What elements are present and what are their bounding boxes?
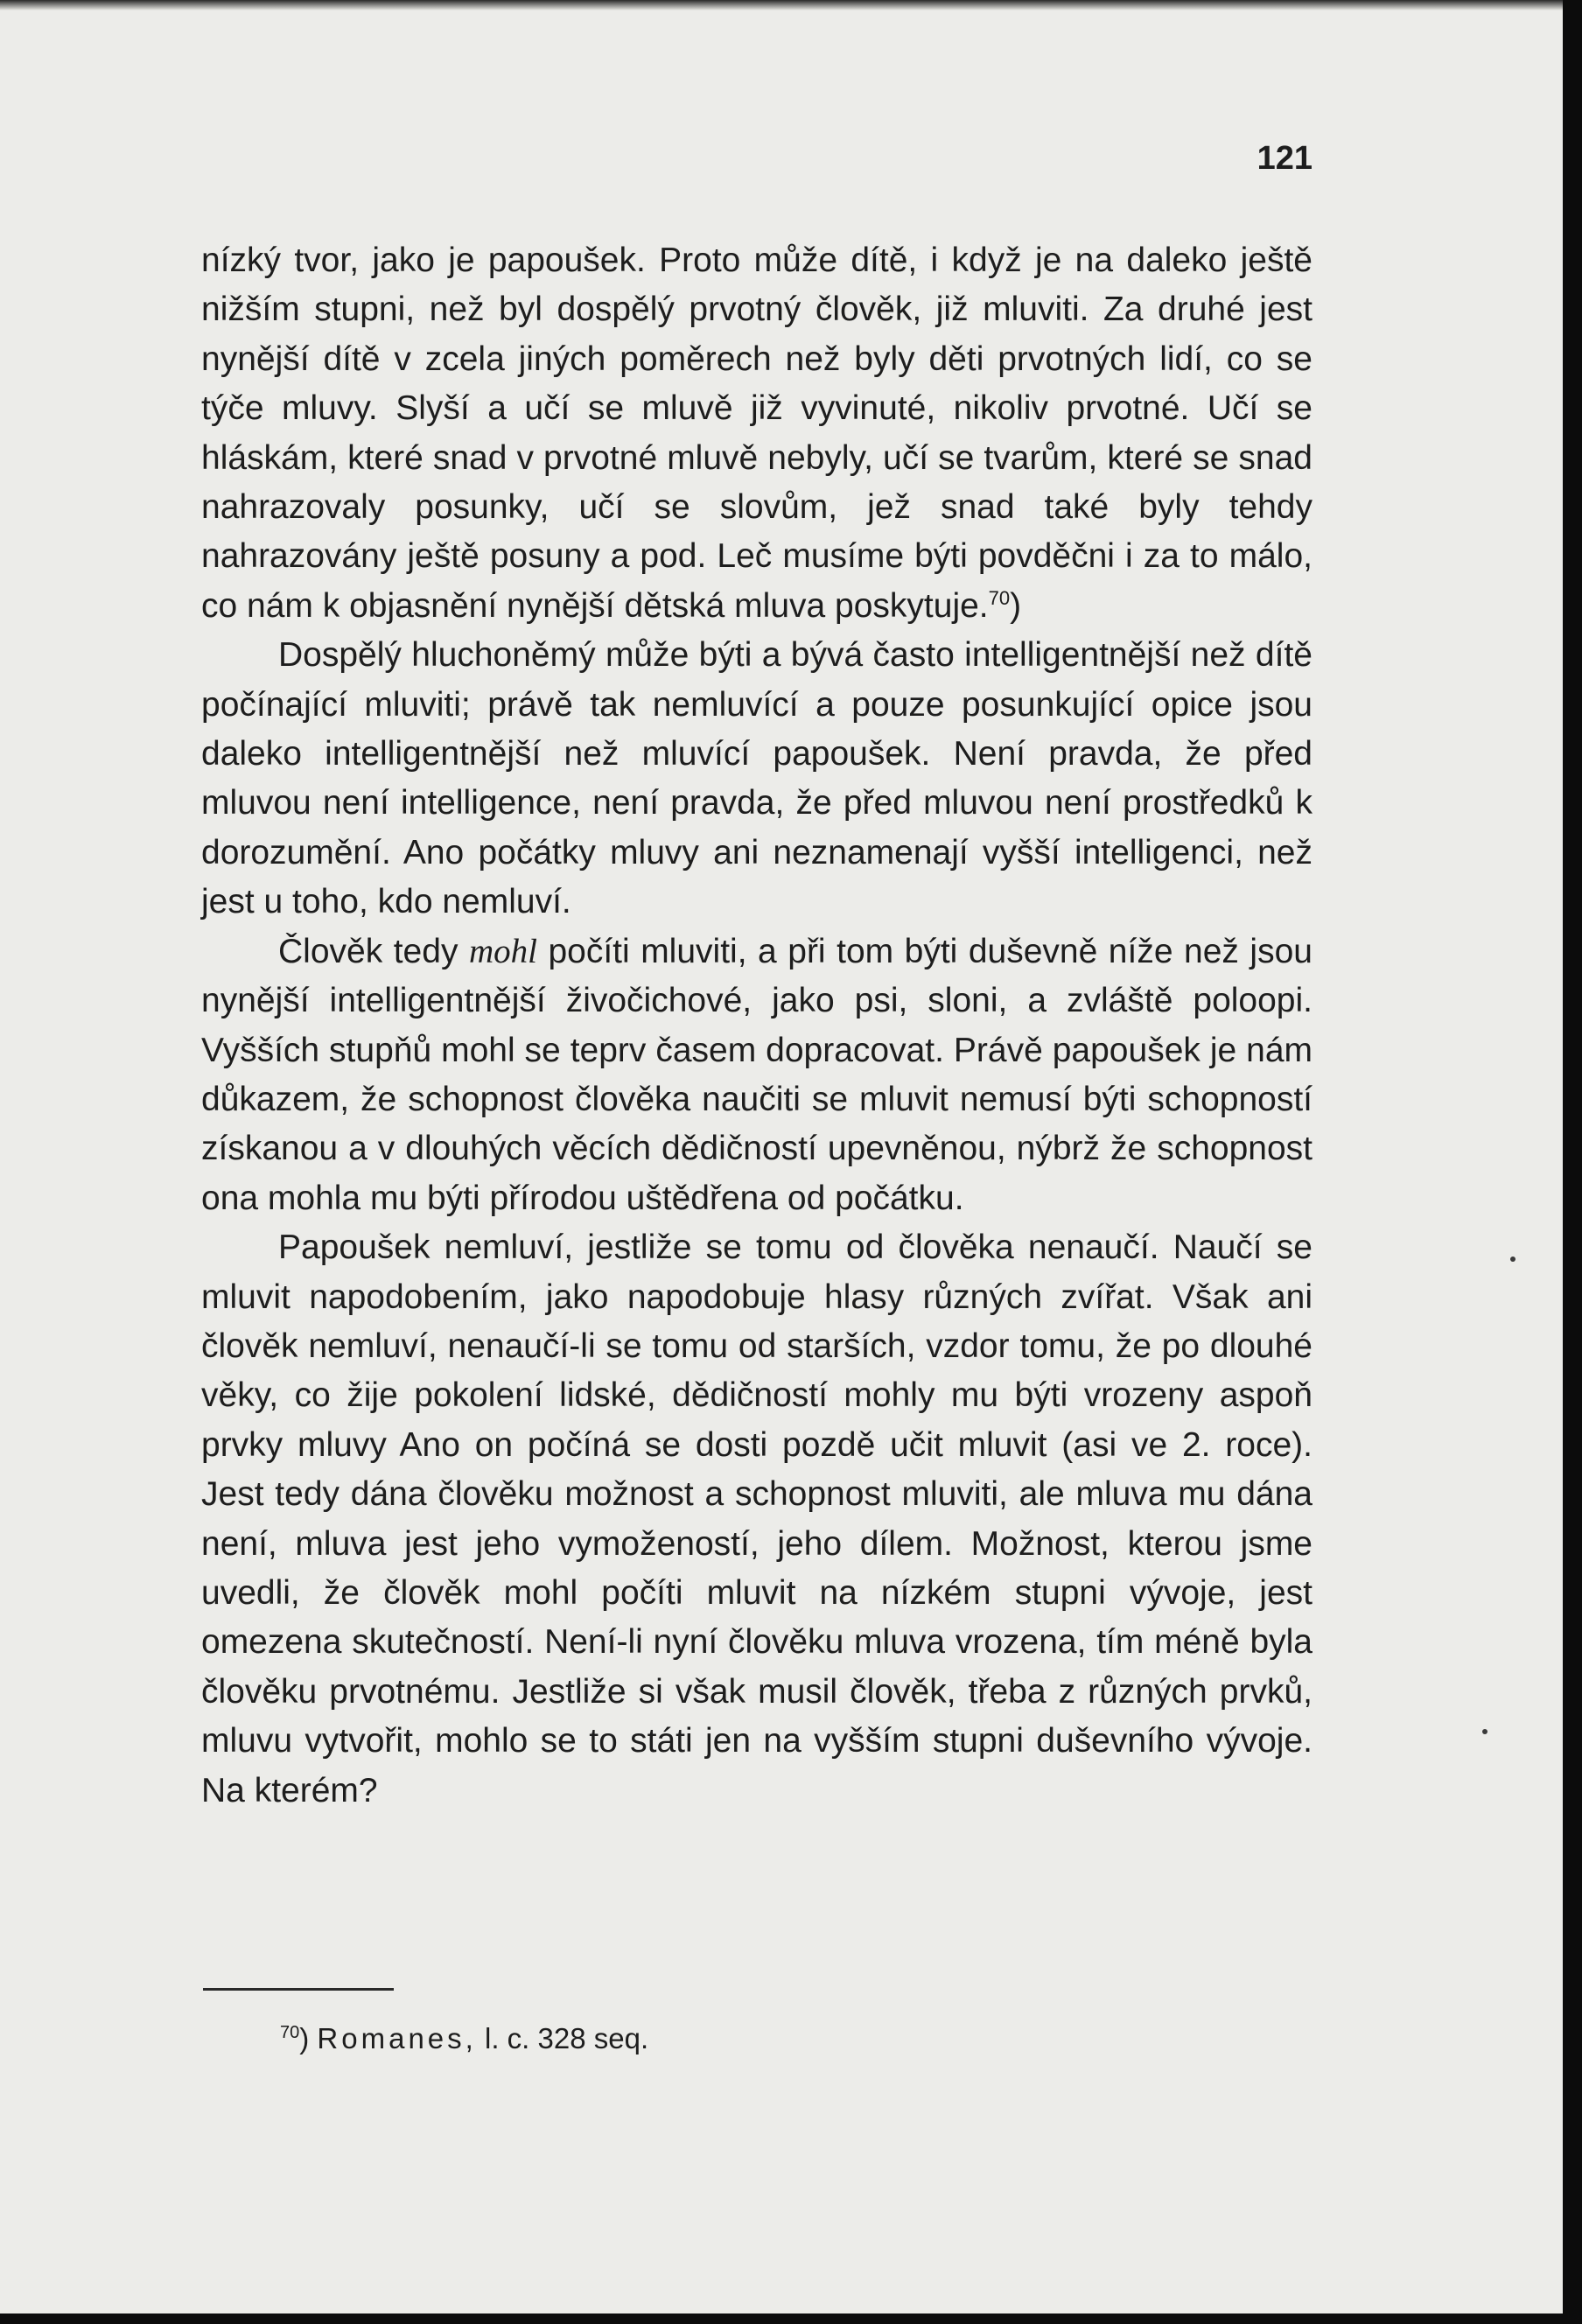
paragraph-3-text: počíti mluviti, a při tom býti duševně níže než jsou nynější intelligentnější živočichové, jako psi, sloni, a zvláště poloopi. Vyšších stupňů mohl se teprv časem dopracovat. Právě papoušek je nám důkazem, že schopnost člověka naučiti se mluvit nemusí býti schopností získanou a v dlouhých věcích dědičností upevněnou, nýbrž že schopnost ona mohla mu býti přírodou uštědřena od počátku. — [201, 932, 1312, 1217]
paragraph-3-lead: Člověk tedy — [278, 932, 469, 970]
footnote-marker: 70 — [280, 2023, 300, 2042]
footnote-marker-paren: ) — [299, 2022, 310, 2054]
paragraph-1 — [201, 236, 1312, 631]
emphasis-mohl: mohl — [468, 932, 537, 970]
footnote-author: Romanes, — [317, 2022, 477, 2054]
footnote-reference: 70 — [988, 586, 1011, 609]
scan-bottom-border — [0, 2314, 1582, 2324]
body-text — [201, 236, 1312, 1816]
paragraph-3 — [201, 928, 1312, 1223]
footnote-divider — [203, 1988, 394, 1991]
page-number: 121 — [1256, 140, 1312, 177]
paragraph-4: Papoušek nemluví, jestliže se tomu od člověka nenaučí. Naučí se mluvit napodobením, jako napodobuje hlasy různých zvířat. Však ani člověk nemluví, nenaučí-li se tomu od starších, vzdor tomu, že po dlouhé věky, co žije pokolení lidské, dědičností mohly mu býti vrozeny aspoň prvky mluvy Ano on počíná se dosti pozdě učit mluvit (asi ve 2. roce). Jest tedy dána člověku možnost a schopnost mluviti, ale mluva mu dána není, mluva jest jeho vymožeností, jeho dílem. Možnost, kterou jsme uvedli, že člověk mohl počíti mluvit na nízkém stupni vývoje, jest omezena skutečností. Není-li nyní člověku mluva vrozena, tím méně byla člověku prvotnému. Jestliže si však musil člověk, třeba z různých prvků, mluvu vytvořit, mohlo se to státi jen na vyšším stupni duševního vývoje. Na kterém? — [201, 1228, 1312, 1810]
footnote — [280, 2020, 1068, 2058]
paragraph-1-text: nízký tvor, jako je papoušek. Proto může dítě, i když je na daleko ještě nižším stupni, než byl dospělý prvotný člověk, již mluviti. Za druhé jest nynější dítě v zcela jiných poměrech než byly děti prvotných lidí, co se týče mluvy. Slyší a učí se mluvě již vyvinuté, nikoliv prvotné. Učí se hláskám, které snad v prvotné mluvě nebyly, učí se tvarům, které se snad nahrazovaly posunky, učí se slovům, jež snad také byly tehdy nahrazovány ještě posuny a pod. Leč musíme býti povděčni i za to málo, co nám k objasnění nynější dětská mluva poskytuje. — [201, 242, 1312, 625]
scan-right-border — [1563, 0, 1582, 2324]
paragraph-2: Dospělý hluchoněmý může býti a bývá často intelligentnější než dítě počínající mluviti; právě tak nemluvící a pouze posunkující opice jsou daleko intelligentnější než mluvící papoušek. Není pravda, že před mluvou není intelligence, není pravda, že před mluvou není prostředků k dorozumění. Ano počátky mluvy ani neznamenají vyšší intelligenci, než jest u toho, kdo nemluví. — [201, 636, 1312, 921]
scan-speck — [1510, 1256, 1516, 1262]
scan-top-edge — [0, 0, 1563, 10]
scan-speck — [1482, 1729, 1488, 1734]
footnote-reference-paren: ) — [1010, 586, 1022, 625]
footnote-reference-text: l. c. 328 seq. — [485, 2022, 649, 2054]
